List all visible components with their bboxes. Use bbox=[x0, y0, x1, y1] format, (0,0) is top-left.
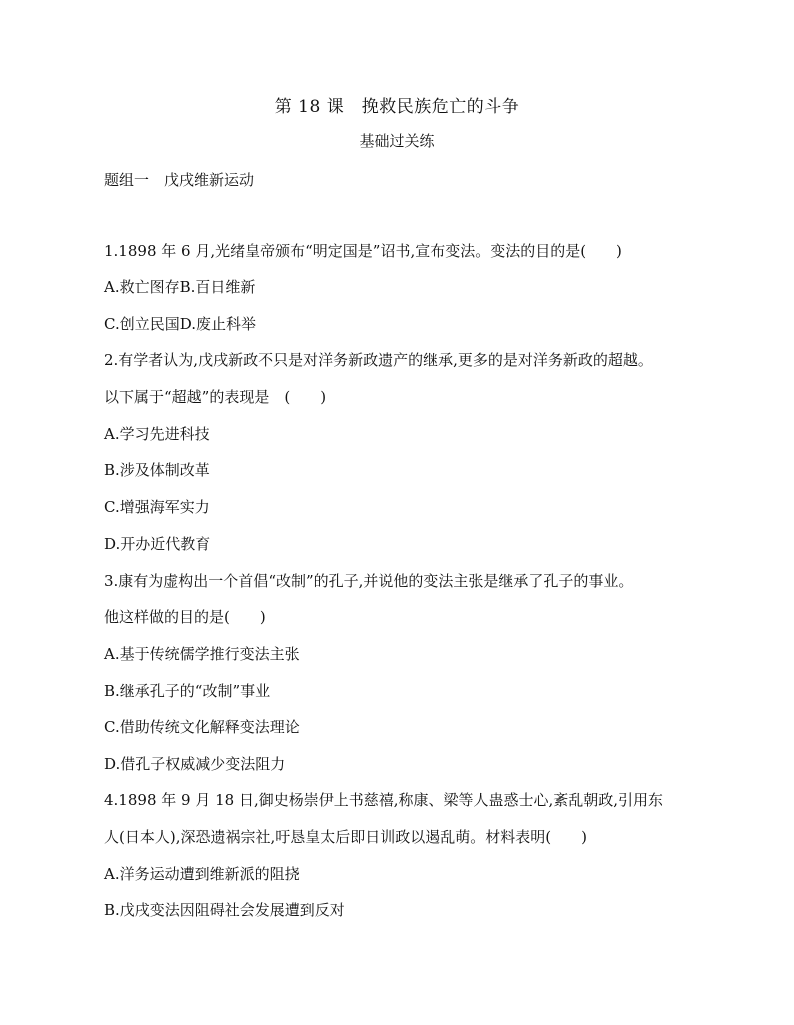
question-2-stem-line-1: 2.有学者认为,戊戌新政不只是对洋务新政遗产的继承,更多的是对洋务新政的超越。 bbox=[104, 351, 653, 369]
question-3-option-c: C.借助传统文化解释变法理论 bbox=[104, 718, 300, 736]
question-4-option-a: A.洋务运动遭到维新派的阻挠 bbox=[104, 865, 300, 883]
question-3-option-b: B.继承孔子的“改制”事业 bbox=[104, 682, 271, 700]
group-heading: 题组一 戊戌维新运动 bbox=[104, 171, 255, 189]
question-3-option-d: D.借孔子权威减少变法阻力 bbox=[104, 755, 286, 773]
question-2-option-a: A.学习先进科技 bbox=[104, 425, 210, 443]
lesson-title: 第 18 课 挽救民族危亡的斗争 bbox=[274, 97, 520, 117]
question-2-option-d: D.开办近代教育 bbox=[104, 535, 211, 553]
section-subtitle: 基础过关练 bbox=[359, 132, 435, 150]
question-3-stem-line-2: 他这样做的目的是( ) bbox=[104, 608, 266, 626]
question-3-stem-line-1: 3.康有为虚构出一个首倡“改制”的孔子,并说他的变法主张是继承了孔子的事业。 bbox=[104, 572, 634, 590]
question-4-stem-line-1: 4.1898 年 9 月 18 日,御史杨崇伊上书慈禧,称康、梁等人蛊惑士心,紊乱朝政,引用东 bbox=[104, 791, 664, 809]
question-1-options-ab: A.救亡图存B.百日维新 bbox=[104, 278, 256, 296]
question-4-option-b: B.戊戌变法因阻碍社会发展遭到反对 bbox=[104, 901, 345, 919]
question-2-option-c: C.增强海军实力 bbox=[104, 498, 210, 516]
question-1-options-cd: C.创立民国D.废止科举 bbox=[104, 315, 256, 333]
question-4-stem-line-2: 人(日本人),深恐遗祸宗社,吁恳皇太后即日训政以遏乱萌。材料表明( ) bbox=[104, 828, 587, 846]
question-2-option-b: B.涉及体制改革 bbox=[104, 461, 210, 479]
question-1-stem: 1.1898 年 6 月,光绪皇帝颁布“明定国是”诏书,宣布变法。变法的目的是( ) bbox=[104, 242, 622, 260]
question-2-stem-line-2: 以下属于“超越”的表现是 ( ) bbox=[104, 388, 327, 406]
question-3-option-a: A.基于传统儒学推行变法主张 bbox=[104, 645, 300, 663]
